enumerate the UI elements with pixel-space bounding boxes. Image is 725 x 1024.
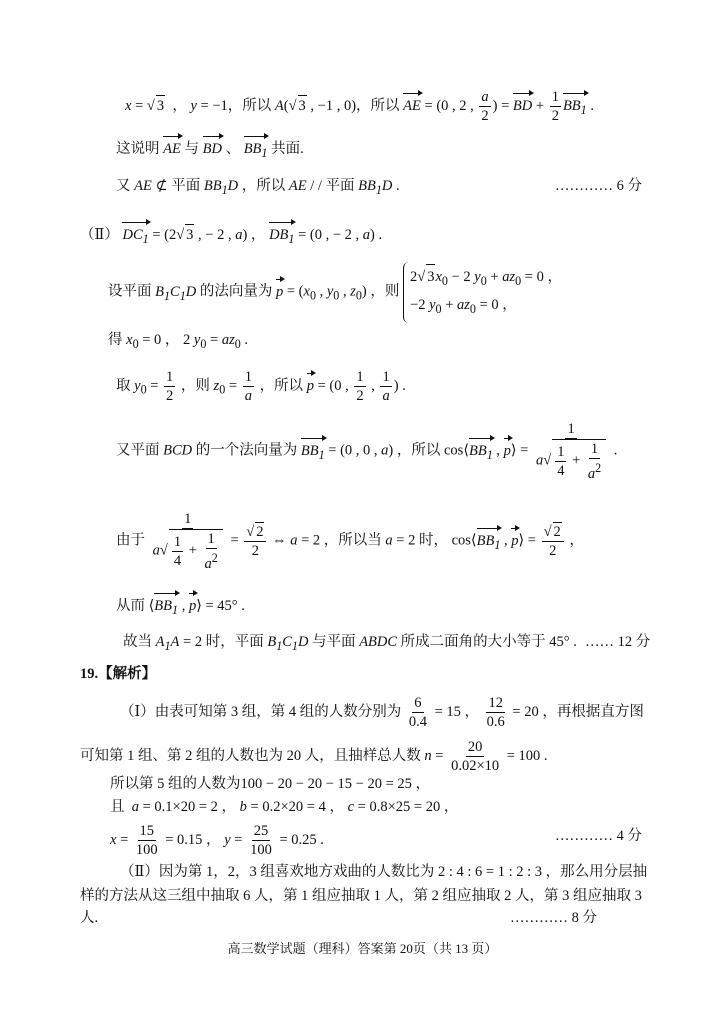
page-footer: 高三数学试题（理科）答案第 20页（共 13 页） (227, 941, 498, 956)
line-16: 且 a = 0.1×20 = 2 ， b = 0.2×20 = 4 ， c = 0.8×25 = 20 ， (110, 799, 459, 815)
equation-system: 2√ $3x_0 - 2$ $y_0 + az_0 = 0$ ， −2 $y_0 + az_0 = 0$ ， (403, 262, 562, 323)
line-14: 可知第 1 组、第 2 组的人数也为 20 人，且抽样总人数 n = $\frac{20}{0.02\times 10}$ = 100 . (80, 739, 548, 774)
line-18: （Ⅱ）因为第 1，2，3 组喜欢地方戏曲的人数比为 2 : 4 : 6 = 1 : 2 : 3 ，那么用分层抽 (120, 864, 648, 880)
score-4: ………… 4 分 (555, 828, 642, 844)
section-19-heading: 19.【解析】 (80, 666, 157, 682)
line-4: （Ⅱ） $DC_1 = (2√$ 3 , − 2 , a) ， $DB_1 = (0$ , − 2 , a) . (80, 221, 382, 249)
line-9: 由于 1 a√ $\frac{1}{4}$ + $\frac{1}{a^2}$ = $\frac{√ 2}{2}$ ⇔ a = 2 ，所以当 a = 2 时， $\cos⟨BB_1$ , p⟩ = $\frac{√ 2}{2}$ ， (116, 511, 584, 572)
line-3: 又 AE ⊄ 平面 $BB_1D$ ，所以 AE / / 平面 $BB_1D$ . (116, 178, 400, 197)
line-19: 样的方法从这三组中抽取 6 人，第 1 组应抽取 1 人，第 2 组应抽取 2 人，第 3 组应抽取 3 (80, 888, 642, 904)
line-17: x = $\frac{15}{100}$ = 0.15 ， y = $\frac{25}{100}$ = 0.25 . (110, 823, 324, 858)
line-7: 取 $y_0$ = $\frac{1}{2}$ ，则 $z_0$ = $\frac{1}{a}$ ，所以 p = (0 , $\frac{1}{2}$ , $\frac{1}{a}$ ) . (116, 369, 406, 404)
score-6: ………… 6 分 (555, 178, 642, 194)
score-8: ………… 8 分 (510, 910, 597, 926)
line-8: 又平面 BCD 的一个法向量为 $BB_1 = (0$ , 0 , a) ，所以 $\cos⟨BB_1$ , p⟩ = 1 a√ $\frac{1}{4}$ + $\frac{1}{a^2}$ . (116, 421, 618, 482)
line-5: 设平面 $B_1C_1D$ 的法向量为 $p = (x_0$ , $y_0$ , $z_0$) ，则 2√ $3x_0 - 2$ $y_0 + az_0 = 0$ ， −2 $y_0 + az_0 = 0$ ， (108, 262, 562, 323)
line-10: 从而 $⟨BB_1$ , p⟩ = 45° . (116, 592, 245, 620)
line-20: 人. (80, 910, 99, 926)
line-11: 故当 $A_1A = 2$ 时，平面 $B_1C_1D$ 与平面 ABDC 所成二面角的大小等于 45° . (123, 634, 577, 653)
score-12: …… 12 分 (585, 634, 651, 650)
line-15: 所以第 5 组的人数为100 − 20 − 20 − 15 − 20 = 25 ， (110, 776, 431, 792)
line-1: x = √ 3 ， y = −1，所以 A(√ 3 , −1 , 0)，所以 AE = (0 , 2 , $\frac{a}{2}$ ) = BD + $\frac{1}{2}$ $BB_1$ . (125, 89, 594, 124)
line-13: （Ⅰ）由表可知第 3 组，第 4 组的人数分别为 $\frac{6}{0.4}$ = 15 ， $\frac{12}{0.6}$ = 20 ，再根据直方图 (120, 695, 644, 730)
line-6: 得 $x_0 = 0$ ， 2 $y_0 = az_0$ . (108, 332, 249, 351)
line-2: 这说明 AE 与 BD 、 $BB_1$ 共面. (116, 135, 304, 163)
